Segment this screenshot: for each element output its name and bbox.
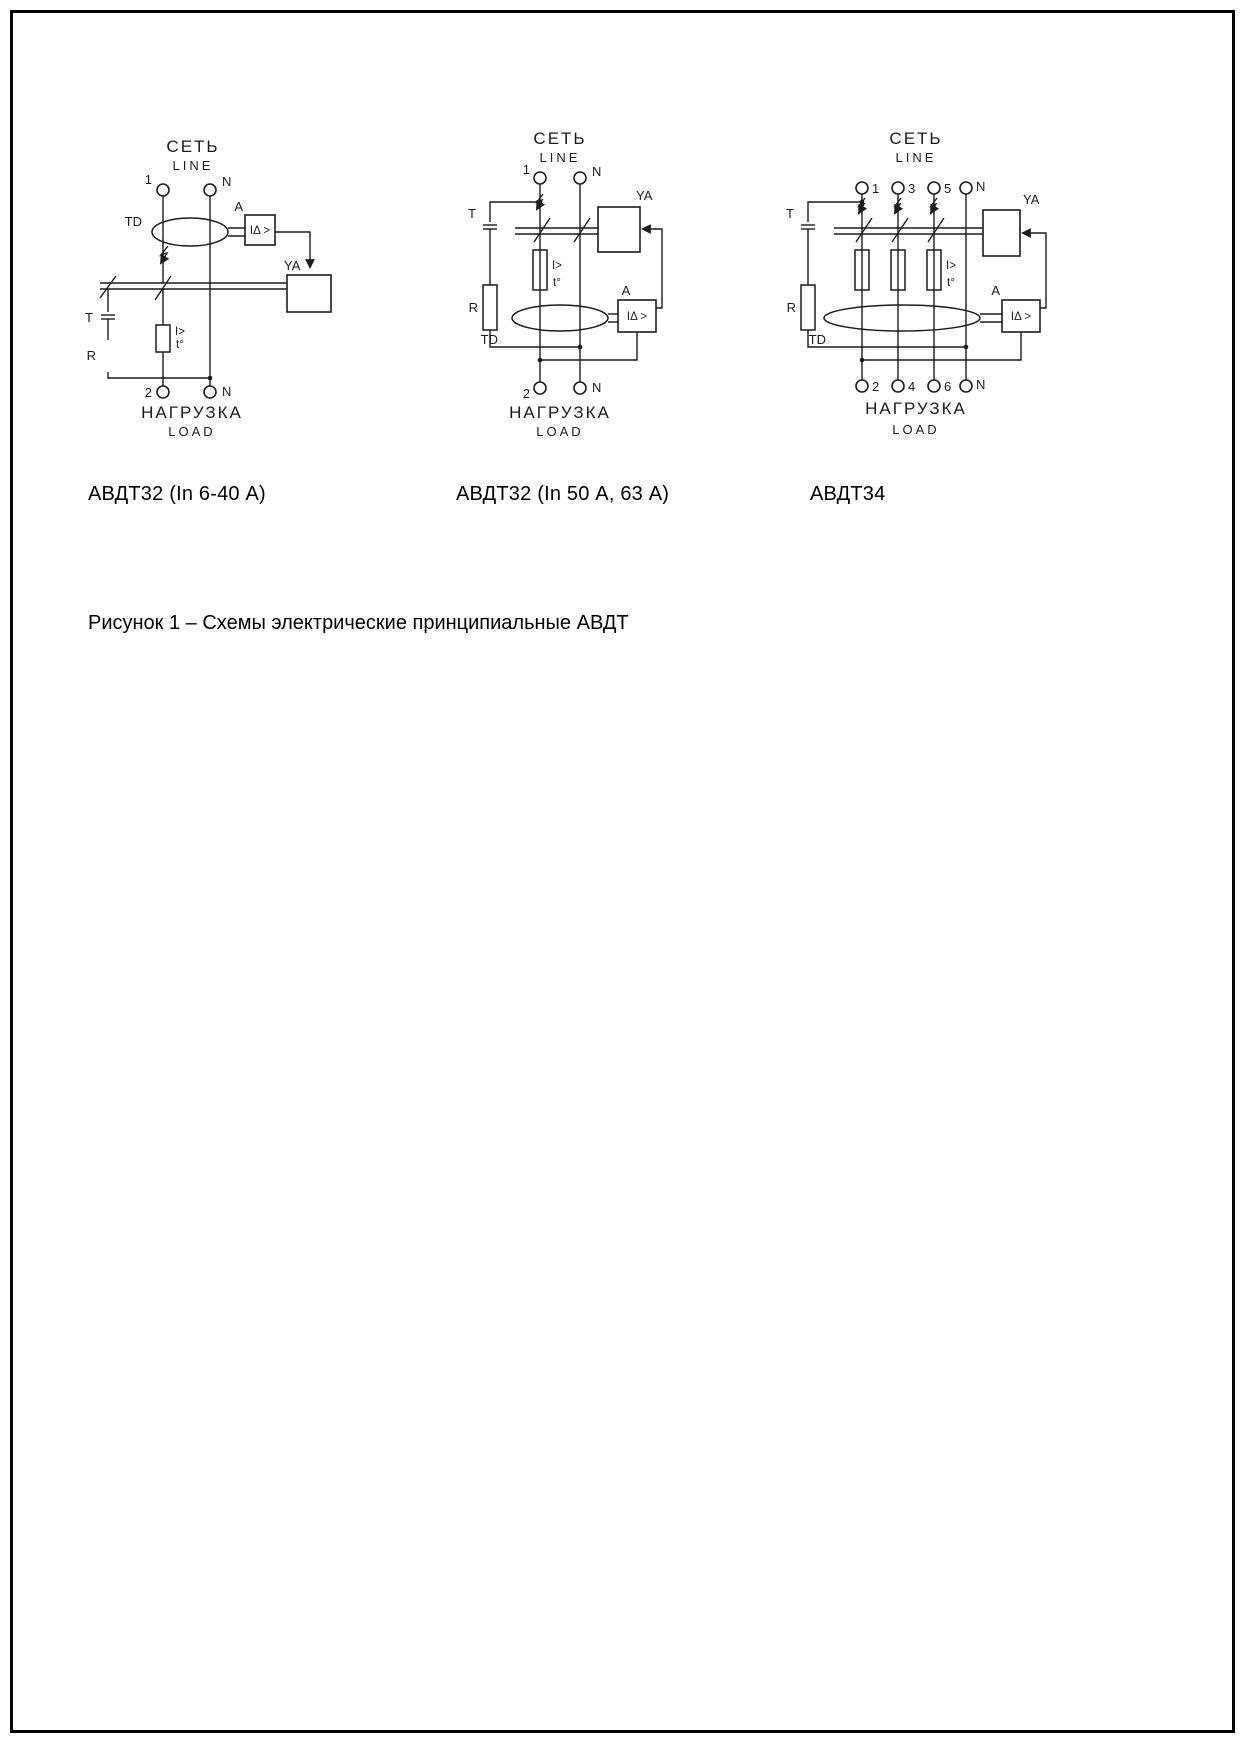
ya-release-box bbox=[287, 275, 331, 312]
terminal-6 bbox=[928, 380, 940, 392]
net-label: СЕТЬ bbox=[166, 137, 220, 156]
terminal-2-label: 2 bbox=[144, 385, 152, 400]
td-label: TD bbox=[124, 214, 142, 229]
terminal-3 bbox=[892, 182, 904, 194]
amp-label: A bbox=[621, 283, 631, 298]
resistor-label: R bbox=[786, 300, 796, 315]
residual-current-label: IΔ > bbox=[249, 225, 271, 237]
junction-dot bbox=[860, 358, 865, 363]
terminal-1-label: 1 bbox=[522, 162, 530, 177]
terminal-5-label: 5 bbox=[944, 181, 952, 196]
line-label: LINE bbox=[539, 150, 581, 165]
terminal-6-label: 6 bbox=[944, 379, 952, 394]
td-label: TD bbox=[808, 332, 826, 347]
residual-current-label: IΔ > bbox=[1010, 311, 1032, 323]
terminal-1 bbox=[856, 182, 868, 194]
terminal-n-top-label: N bbox=[976, 179, 986, 194]
terminal-1 bbox=[534, 172, 546, 184]
diagram-caption-avdt34: АВДТ34 bbox=[810, 483, 886, 505]
terminal-2 bbox=[534, 382, 546, 394]
resistor-symbol bbox=[801, 285, 815, 330]
terminal-n-top-label: N bbox=[222, 174, 232, 189]
schematic-avdt32-50-63 bbox=[440, 122, 700, 447]
junction-dot bbox=[208, 376, 213, 381]
load-en-label: LOAD bbox=[168, 424, 216, 439]
terminal-n-top bbox=[574, 172, 586, 184]
diagram-caption-avdt32-6-40: АВДТ32 (In 6-40 А) bbox=[88, 483, 266, 505]
terminal-2 bbox=[157, 386, 169, 398]
terminal-5 bbox=[928, 182, 940, 194]
td-label: TD bbox=[480, 332, 498, 347]
amp-label: A bbox=[991, 283, 1000, 298]
terminal-n-bottom bbox=[960, 380, 972, 392]
ya-label: YA bbox=[284, 258, 301, 273]
test-label: T bbox=[786, 206, 794, 221]
td-transformer bbox=[824, 305, 980, 331]
terminal-n-top bbox=[204, 184, 216, 196]
terminal-2 bbox=[856, 380, 868, 392]
net-label: СЕТЬ bbox=[889, 129, 943, 148]
line-label: LINE bbox=[895, 150, 937, 165]
amp-label: A bbox=[234, 199, 243, 214]
terminal-1-label: 1 bbox=[144, 172, 152, 187]
terminal-2-label: 2 bbox=[522, 386, 530, 401]
terminal-n-bottom bbox=[204, 386, 216, 398]
line-label: LINE bbox=[172, 158, 214, 173]
load-en-label: LOAD bbox=[536, 424, 584, 439]
terminal-n-bottom-label: N bbox=[222, 384, 232, 399]
ya-release-box bbox=[983, 210, 1020, 256]
td-transformer bbox=[512, 305, 608, 331]
terminal-n-top-label: N bbox=[592, 164, 602, 179]
schematic-avdt32-6-40 bbox=[80, 126, 340, 451]
load-ru-label: НАГРУЗКА bbox=[865, 399, 967, 418]
test-label: T bbox=[468, 206, 476, 221]
ya-label: YA bbox=[636, 188, 653, 203]
load-ru-label: НАГРУЗКА bbox=[141, 403, 243, 422]
terminal-4 bbox=[892, 380, 904, 392]
terminal-1-label: 1 bbox=[872, 181, 880, 196]
junction-dot bbox=[538, 358, 543, 363]
junction-dot bbox=[578, 345, 583, 350]
terminal-2-label: 2 bbox=[872, 379, 880, 394]
overcurrent-label: I> bbox=[552, 260, 562, 272]
thermal-release-symbol bbox=[156, 325, 170, 352]
overcurrent-label: I> bbox=[175, 326, 185, 338]
load-en-label: LOAD bbox=[892, 422, 940, 437]
figure-caption: Рисунок 1 – Схемы электрические принципиальные АВДТ bbox=[88, 612, 629, 634]
diagram-caption-avdt32-50-63: АВДТ32 (In 50 А, 63 А) bbox=[456, 483, 670, 505]
resistor-symbol bbox=[483, 285, 497, 330]
ya-release-box bbox=[598, 207, 640, 252]
terminal-n-bottom-label: N bbox=[592, 380, 602, 395]
thermal-label: t° bbox=[947, 277, 955, 289]
net-label: СЕТЬ bbox=[533, 129, 587, 148]
terminal-n-top bbox=[960, 182, 972, 194]
junction-dot bbox=[538, 200, 543, 205]
overcurrent-label: I> bbox=[946, 260, 956, 272]
thermal-label: t° bbox=[553, 277, 561, 289]
junction-dot bbox=[860, 200, 865, 205]
schematic-avdt34 bbox=[770, 122, 1070, 447]
load-ru-label: НАГРУЗКА bbox=[509, 403, 611, 422]
terminal-1 bbox=[157, 184, 169, 196]
resistor-label: R bbox=[468, 300, 478, 315]
trip-arrow-icon bbox=[161, 246, 168, 263]
residual-current-label: IΔ > bbox=[626, 311, 648, 323]
terminal-n-bottom-label: N bbox=[976, 377, 986, 392]
resistor-label: R bbox=[86, 348, 96, 363]
test-label: T bbox=[85, 310, 93, 325]
terminal-n-bottom bbox=[574, 382, 586, 394]
terminal-4-label: 4 bbox=[908, 379, 916, 394]
thermal-label: t° bbox=[176, 339, 184, 351]
ya-label: YA bbox=[1023, 192, 1040, 207]
terminal-3-label: 3 bbox=[908, 181, 916, 196]
junction-dot bbox=[964, 345, 969, 350]
